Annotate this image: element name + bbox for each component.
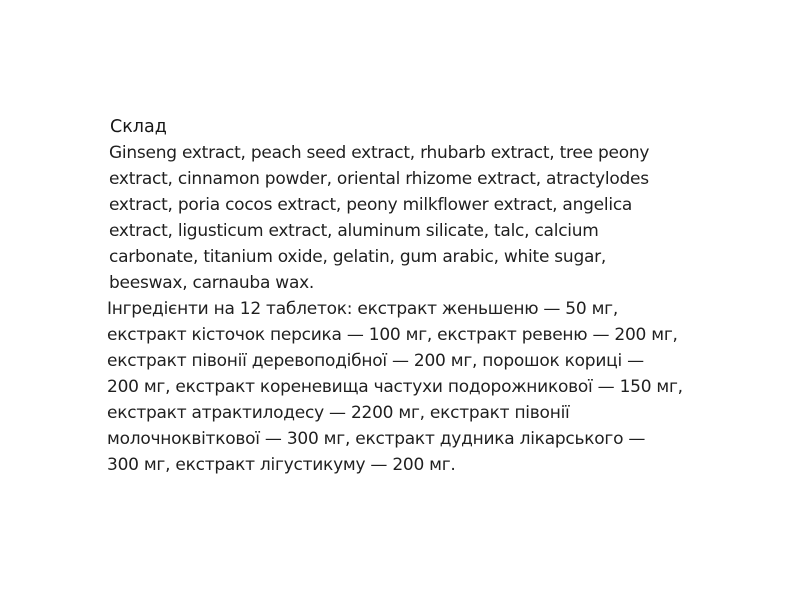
ukrainian-ingredients-line: екстракт кісточок персика — 100 мг, екстракт ревеню — 200 мг, [107, 325, 678, 345]
ukrainian-ingredients-line: 200 мг, екстракт кореневища частухи подорожникової — 150 мг, [107, 377, 683, 397]
ukrainian-ingredients-line: екстракт півонії деревоподібної — 200 мг, порошок кориці — [107, 351, 644, 371]
ukrainian-ingredients-line: молочноквіткової — 300 мг, екстракт дудника лікарського — [107, 429, 646, 449]
composition-title: Склад [110, 117, 167, 137]
ukrainian-ingredients-line: 300 мг, екстракт лігустикуму — 200 мг. [107, 455, 456, 475]
ukrainian-ingredients-line: Інгредієнти на 12 таблеток: екстракт женьшеню — 50 мг, [107, 299, 619, 319]
english-ingredients-line: extract, ligusticum extract, aluminum silicate, talc, calcium [109, 221, 599, 241]
english-ingredients-line: extract, cinnamon powder, oriental rhizome extract, atractylodes [109, 169, 649, 189]
english-ingredients-line: extract, poria cocos extract, peony milkflower extract, angelica [109, 195, 633, 215]
english-ingredients-line: carbonate, titanium oxide, gelatin, gum arabic, white sugar, [109, 247, 607, 267]
english-ingredients-line: Ginseng extract, peach seed extract, rhubarb extract, tree peony [109, 143, 650, 163]
ukrainian-ingredients-line: екстракт атрактилодесу — 2200 мг, екстракт півонії [107, 403, 570, 423]
english-ingredients-line: beeswax, carnauba wax. [109, 273, 315, 293]
